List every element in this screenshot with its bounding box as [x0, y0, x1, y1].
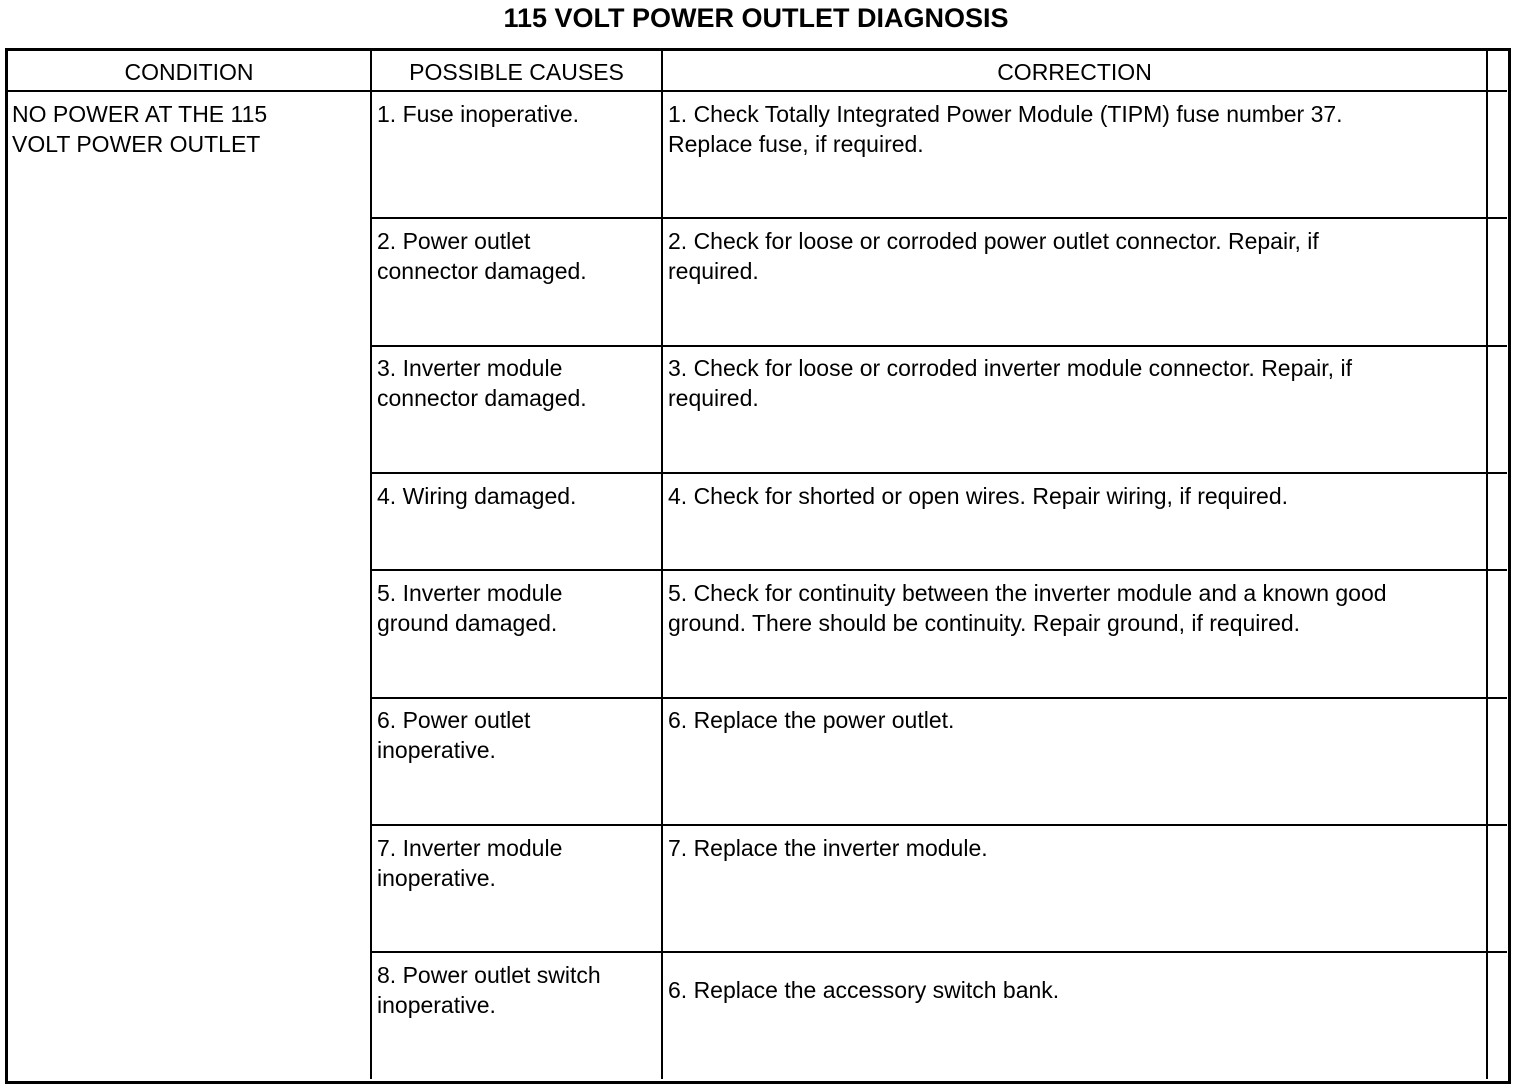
row-divider: [371, 951, 1507, 953]
cause-cell: 5. Inverter module ground damaged.: [377, 580, 563, 636]
correction-cell: 5. Check for continuity between the inverter module and a known good ground. There should be continuity. Repair ground, if required.: [668, 580, 1387, 636]
row-divider: [371, 472, 1507, 474]
cause-cell: 1. Fuse inoperative.: [377, 101, 580, 127]
correction-cell: 3. Check for loose or corroded inverter module connector. Repair, if required.: [668, 355, 1352, 411]
correction-cell: 6. Replace the power outlet.: [668, 707, 955, 733]
correction-cell: 4. Check for shorted or open wires. Repair wiring, if required.: [668, 483, 1289, 509]
header-divider: [7, 90, 1507, 92]
column-divider: [661, 50, 663, 1079]
page-title: 115 VOLT POWER OUTLET DIAGNOSIS: [503, 3, 1009, 33]
row-divider: [371, 824, 1507, 826]
cause-cell: 3. Inverter module connector damaged.: [377, 355, 587, 411]
row-divider: [371, 697, 1507, 699]
correction-cell: 1. Check Totally Integrated Power Module (TIPM) fuse number 37. Replace fuse, if required.: [668, 101, 1343, 157]
diagnosis-table: [5, 48, 1511, 1084]
cause-cell: 7. Inverter module inoperative.: [377, 835, 563, 891]
row-divider: [371, 569, 1507, 571]
row-divider: [371, 217, 1507, 219]
cause-cell: 6. Power outlet inoperative.: [377, 707, 531, 763]
cause-cell: 2. Power outlet connector damaged.: [377, 228, 587, 284]
column-divider: [370, 50, 372, 1079]
correction-cell: 6. Replace the accessory switch bank.: [668, 977, 1060, 1003]
column-divider: [1486, 50, 1488, 1079]
correction-cell: 2. Check for loose or corroded power outlet connector. Repair, if required.: [668, 228, 1319, 284]
cause-cell: 8. Power outlet switch inoperative.: [377, 962, 601, 1018]
condition-text: NO POWER AT THE 115 VOLT POWER OUTLET: [12, 101, 268, 157]
correction-cell: 7. Replace the inverter module.: [668, 835, 988, 861]
header-possible-causes: POSSIBLE CAUSES: [409, 59, 624, 85]
row-divider: [371, 345, 1507, 347]
header-correction: CORRECTION: [997, 59, 1152, 85]
header-condition: CONDITION: [124, 59, 254, 85]
cause-cell: 4. Wiring damaged.: [377, 483, 577, 509]
